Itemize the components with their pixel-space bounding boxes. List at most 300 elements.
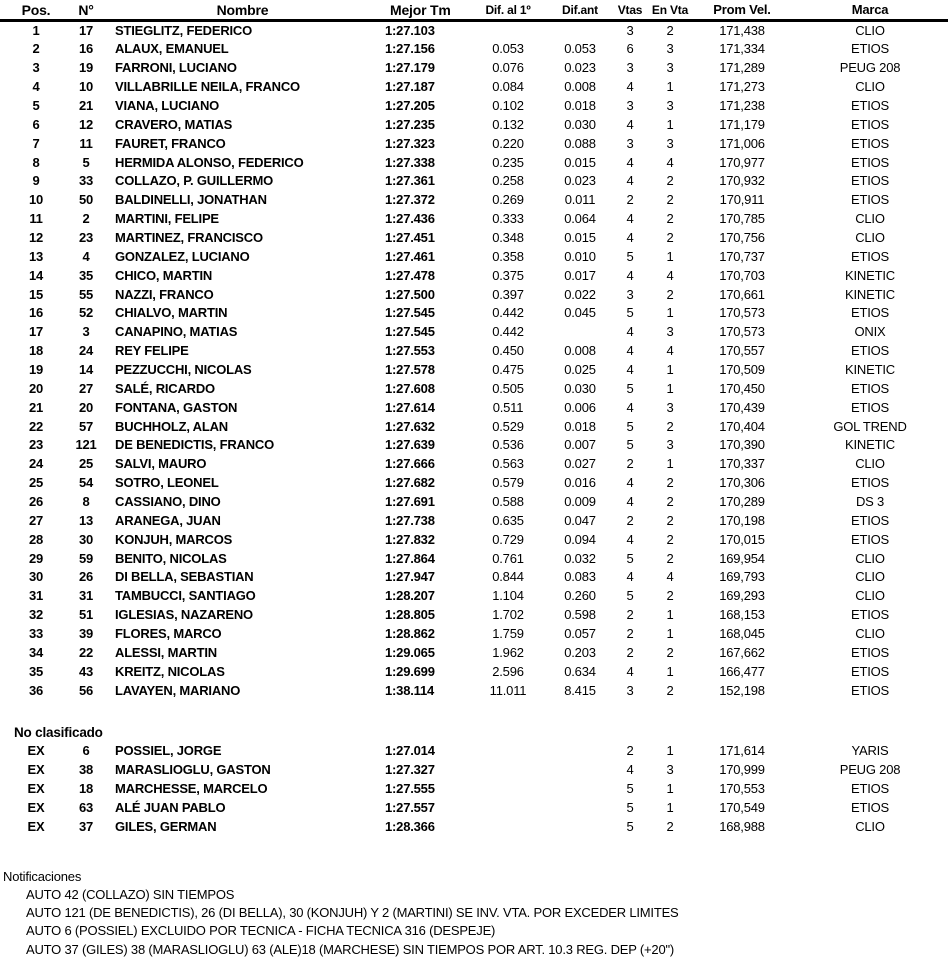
- cell-best-time: 1:27.864: [385, 550, 435, 566]
- cell-driver-name: DI BELLA, SEBASTIAN: [115, 569, 254, 585]
- notification-line: AUTO 42 (COLLAZO) SIN TIEMPOS: [26, 886, 235, 902]
- cell-on-lap: 1: [666, 248, 674, 264]
- notifications-section: [3, 868, 948, 959]
- cell-laps: 5: [626, 781, 634, 797]
- cell-position: 10: [28, 192, 44, 208]
- cell-gap-to-first: 0.348: [492, 229, 524, 245]
- cell-position: 28: [28, 531, 44, 547]
- cell-position: 19: [28, 361, 44, 377]
- cell-avg-speed: 170,015: [719, 531, 765, 547]
- cell-car-brand: CLIO: [855, 626, 885, 641]
- cell-car-brand: ETIOS: [850, 248, 889, 264]
- cell-car-number: 31: [78, 588, 94, 604]
- cell-on-lap: 2: [666, 22, 674, 38]
- cell-car-number: 18: [78, 781, 94, 797]
- cell-best-time: 1:27.179: [385, 60, 435, 76]
- cell-gap-to-prev: 0.064: [564, 211, 596, 227]
- cell-laps: 2: [626, 626, 634, 641]
- cell-best-time: 1:27.691: [385, 493, 435, 509]
- cell-avg-speed: 170,509: [719, 361, 765, 377]
- cell-gap-to-first: 0.761: [492, 550, 524, 566]
- cell-gap-to-first: 0.358: [492, 248, 524, 264]
- cell-avg-speed: 167,662: [719, 644, 765, 660]
- cell-position: 11: [29, 211, 43, 227]
- cell-gap-to-first: 0.579: [492, 475, 524, 491]
- cell-best-time: 1:27.338: [385, 154, 435, 170]
- cell-avg-speed: 171,334: [719, 41, 765, 57]
- cell-position: 9: [32, 173, 40, 189]
- cell-position: 32: [28, 607, 44, 623]
- result-row: [0, 135, 948, 154]
- cell-best-time: 1:27.436: [385, 211, 435, 227]
- cell-car-brand: KINETIC: [845, 286, 895, 302]
- cell-on-lap: 2: [666, 475, 674, 491]
- cell-best-time: 1:27.632: [385, 418, 435, 434]
- cell-car-brand: ETIOS: [850, 644, 889, 660]
- cell-avg-speed: 168,045: [719, 626, 765, 641]
- cell-gap-to-prev: [548, 818, 612, 837]
- cell-avg-speed: 170,977: [719, 154, 765, 170]
- cell-car-brand: KINETIC: [845, 437, 895, 453]
- col-header-car-number: N°: [78, 1, 94, 18]
- cell-gap-to-first: 0.053: [492, 41, 524, 57]
- cell-best-time: 1:27.451: [385, 229, 435, 245]
- cell-car-number: 3: [82, 324, 90, 340]
- cell-best-time: 1:27.545: [385, 324, 435, 340]
- result-row: [0, 625, 948, 644]
- cell-laps: 3: [626, 97, 634, 113]
- cell-gap-to-first: 0.076: [492, 60, 524, 76]
- cell-position: 6: [32, 116, 40, 132]
- cell-laps: 4: [626, 154, 634, 170]
- cell-avg-speed: 170,756: [719, 229, 765, 245]
- cell-laps: 4: [626, 361, 634, 377]
- cell-gap-to-first: 0.529: [492, 418, 524, 434]
- cell-best-time: 1:27.553: [385, 343, 435, 359]
- cell-car-brand: ETIOS: [850, 173, 889, 189]
- cell-on-lap: 2: [666, 531, 674, 547]
- cell-driver-name: LAVAYEN, MARIANO: [115, 682, 241, 698]
- cell-position: 3: [32, 60, 40, 76]
- cell-on-lap: 2: [666, 173, 674, 189]
- cell-best-time: 1:27.478: [385, 267, 435, 283]
- cell-position: 14: [28, 267, 44, 283]
- cell-car-brand: DS 3: [855, 493, 885, 509]
- cell-best-time: 1:27.738: [385, 512, 435, 528]
- result-row: [0, 191, 948, 210]
- result-row: [0, 97, 948, 116]
- cell-car-brand: CLIO: [855, 22, 885, 38]
- cell-avg-speed: 170,661: [719, 286, 765, 302]
- result-row: [0, 40, 948, 59]
- excluded-row: [0, 818, 948, 837]
- cell-car-number: 13: [78, 512, 94, 528]
- cell-best-time: 1:29.699: [385, 663, 435, 679]
- cell-gap-to-prev: 0.009: [564, 493, 596, 509]
- cell-car-number: 55: [78, 286, 94, 302]
- result-row: [0, 20, 948, 40]
- cell-on-lap: 3: [666, 324, 674, 340]
- cell-best-time: 1:27.639: [385, 437, 435, 453]
- cell-car-number: 22: [78, 644, 94, 660]
- cell-gap-to-prev: 0.015: [564, 154, 596, 170]
- cell-car-number: 57: [78, 418, 94, 434]
- cell-position: 5: [32, 97, 40, 113]
- result-row: [0, 474, 948, 493]
- cell-car-number: 121: [75, 437, 97, 453]
- cell-gap-to-prev: 0.094: [564, 531, 596, 547]
- cell-on-lap: 1: [666, 800, 674, 816]
- notifications-list: [3, 886, 948, 959]
- cell-car-number: 27: [78, 380, 94, 396]
- cell-driver-name: ALESSI, MARTIN: [115, 644, 217, 660]
- cell-on-lap: 2: [666, 493, 674, 509]
- cell-car-brand: CLIO: [855, 818, 885, 834]
- cell-driver-name: BALDINELLI, JONATHAN: [115, 192, 267, 208]
- cell-avg-speed: 168,988: [719, 818, 765, 834]
- cell-best-time: 1:28.805: [385, 607, 435, 623]
- cell-avg-speed: 170,911: [719, 192, 765, 208]
- cell-car-brand: ETIOS: [850, 305, 889, 321]
- cell-driver-name: SALVI, MAURO: [115, 456, 207, 472]
- cell-position: 23: [28, 437, 44, 453]
- cell-laps: 2: [626, 743, 634, 759]
- result-row: [0, 172, 948, 191]
- cell-car-brand: CLIO: [855, 456, 885, 472]
- cell-laps: 4: [626, 475, 634, 491]
- cell-driver-name: MARASLIOGLU, GASTON: [115, 762, 271, 778]
- cell-driver-name: SALÉ, RICARDO: [115, 380, 215, 396]
- cell-car-number: 35: [78, 267, 94, 283]
- cell-gap-to-first: 0.588: [492, 493, 524, 509]
- cell-gap-to-prev: 0.008: [564, 343, 596, 359]
- cell-best-time: 1:27.666: [385, 456, 435, 472]
- cell-driver-name: ALÉ JUAN PABLO: [115, 800, 226, 816]
- cell-position: 21: [28, 399, 44, 415]
- cell-avg-speed: 170,404: [719, 418, 765, 434]
- cell-avg-speed: 170,306: [719, 475, 765, 491]
- cell-gap-to-first: 0.084: [492, 79, 524, 95]
- cell-laps: 4: [626, 211, 634, 227]
- cell-avg-speed: 170,337: [719, 456, 765, 472]
- cell-gap-to-first: 0.269: [492, 192, 524, 208]
- cell-gap-to-first: 0.333: [492, 211, 524, 227]
- cell-avg-speed: 171,006: [719, 135, 765, 151]
- cell-avg-speed: 171,289: [719, 60, 765, 76]
- cell-on-lap: 4: [666, 343, 674, 359]
- cell-laps: 4: [626, 267, 634, 283]
- cell-on-lap: 1: [666, 626, 674, 641]
- notifications-title: Notificaciones: [3, 868, 82, 884]
- cell-avg-speed: 170,289: [719, 493, 765, 509]
- cell-best-time: 1:27.555: [385, 781, 435, 797]
- cell-driver-name: KONJUH, MARCOS: [115, 531, 233, 547]
- cell-car-number: 63: [78, 800, 94, 816]
- cell-gap-to-prev: 0.018: [564, 97, 596, 113]
- cell-avg-speed: 171,238: [719, 97, 765, 113]
- cell-driver-name: PEZZUCCHI, NICOLAS: [115, 361, 252, 377]
- result-row: [0, 78, 948, 97]
- cell-position: 2: [32, 41, 40, 57]
- cell-gap-to-first: 0.132: [492, 116, 524, 132]
- cell-car-number: 25: [78, 456, 94, 472]
- cell-gap-to-first: 0.220: [492, 135, 524, 151]
- cell-gap-to-first: 0.475: [492, 361, 524, 377]
- cell-car-brand: KINETIC: [845, 267, 895, 283]
- cell-on-lap: 4: [666, 154, 674, 170]
- result-row: [0, 568, 948, 587]
- result-row: [0, 550, 948, 569]
- cell-car-brand: ETIOS: [850, 399, 889, 415]
- cell-laps: 5: [626, 818, 634, 834]
- cell-laps: 4: [626, 173, 634, 189]
- cell-position: EX: [27, 762, 45, 778]
- cell-laps: 3: [626, 286, 634, 302]
- cell-car-brand: CLIO: [855, 569, 885, 585]
- cell-driver-name: FARRONI, LUCIANO: [115, 60, 237, 76]
- cell-car-number: 16: [78, 41, 94, 57]
- cell-laps: 4: [626, 493, 634, 509]
- cell-laps: 5: [626, 418, 634, 434]
- cell-car-brand: PEUG 208: [839, 762, 901, 778]
- cell-driver-name: MARTINEZ, FRANCISCO: [115, 229, 263, 245]
- excluded-row: [0, 780, 948, 799]
- cell-laps: 4: [626, 663, 634, 679]
- cell-laps: 5: [626, 550, 634, 566]
- cell-best-time: 1:27.372: [385, 192, 435, 208]
- cell-best-time: 1:38.114: [385, 682, 435, 698]
- cell-car-brand: CLIO: [855, 588, 885, 604]
- cell-avg-speed: 170,557: [719, 343, 765, 359]
- cell-gap-to-prev: 0.598: [564, 607, 596, 623]
- cell-laps: 5: [626, 380, 634, 396]
- cell-car-number: 37: [78, 818, 94, 834]
- col-header-position: Pos.: [21, 1, 51, 18]
- cell-avg-speed: 170,450: [719, 380, 765, 396]
- cell-gap-to-prev: [548, 780, 612, 799]
- cell-avg-speed: 171,438: [719, 22, 765, 38]
- cell-car-brand: ETIOS: [850, 781, 889, 797]
- cell-car-brand: ETIOS: [850, 800, 889, 816]
- cell-avg-speed: 170,198: [719, 512, 765, 528]
- cell-avg-speed: 169,954: [719, 550, 765, 566]
- cell-driver-name: TAMBUCCI, SANTIAGO: [115, 588, 256, 604]
- cell-avg-speed: 166,477: [719, 663, 765, 679]
- notification-line: AUTO 121 (DE BENEDICTIS), 26 (DI BELLA), 30 (KONJUH) Y 2 (MARTINI) SE INV. VTA. POR EXCEDER LIMITES: [26, 905, 679, 921]
- cell-gap-to-prev: 0.203: [564, 644, 596, 660]
- cell-laps: 5: [626, 437, 634, 453]
- cell-laps: 5: [626, 800, 634, 816]
- cell-driver-name: NAZZI, FRANCO: [115, 286, 214, 302]
- cell-position: EX: [27, 818, 45, 834]
- cell-best-time: 1:27.327: [385, 762, 435, 778]
- cell-best-time: 1:27.500: [385, 286, 435, 302]
- notification-line: AUTO 6 (POSSIEL) EXCLUIDO POR TECNICA - FICHA TECNICA 316 (DESPEJE): [26, 923, 496, 939]
- cell-gap-to-first: [468, 20, 548, 40]
- cell-gap-to-prev: 0.634: [564, 663, 596, 679]
- cell-gap-to-prev: 0.023: [564, 173, 596, 189]
- cell-car-brand: ETIOS: [850, 154, 889, 170]
- cell-gap-to-first: 0.442: [492, 305, 524, 321]
- col-header-driver-name: Nombre: [216, 1, 269, 18]
- cell-best-time: 1:27.103: [385, 22, 435, 38]
- col-header-car-brand: Marca: [851, 2, 889, 18]
- cell-gap-to-prev: 0.047: [564, 512, 596, 528]
- result-row: [0, 267, 948, 286]
- cell-gap-to-first: 0.511: [492, 399, 524, 415]
- cell-on-lap: 1: [666, 743, 674, 759]
- result-row: [0, 436, 948, 455]
- cell-gap-to-prev: 0.017: [564, 267, 596, 283]
- cell-position: 24: [28, 456, 44, 472]
- cell-laps: 3: [626, 22, 634, 38]
- cell-position: 12: [28, 229, 44, 245]
- cell-on-lap: 1: [666, 456, 674, 472]
- cell-car-number: 43: [78, 663, 94, 679]
- cell-laps: 5: [626, 588, 634, 604]
- cell-laps: 5: [626, 305, 634, 321]
- cell-car-number: 8: [82, 493, 90, 509]
- cell-gap-to-prev: [548, 323, 612, 342]
- cell-gap-to-first: 0.375: [492, 267, 524, 283]
- cell-gap-to-prev: 0.045: [564, 305, 596, 321]
- cell-car-number: 4: [82, 248, 90, 264]
- result-row: [0, 248, 948, 267]
- cell-gap-to-first: 0.505: [492, 380, 524, 396]
- cell-car-number: 19: [78, 60, 94, 76]
- cell-car-brand: ETIOS: [850, 607, 889, 623]
- result-row: [0, 154, 948, 173]
- cell-on-lap: 2: [666, 818, 674, 834]
- cell-best-time: 1:27.361: [385, 173, 435, 189]
- cell-gap-to-prev: 0.007: [564, 437, 596, 453]
- cell-laps: 4: [626, 343, 634, 359]
- cell-on-lap: 1: [666, 79, 674, 95]
- cell-on-lap: 2: [666, 286, 674, 302]
- cell-car-number: 12: [78, 116, 94, 132]
- cell-gap-to-prev: [548, 761, 612, 780]
- result-row: [0, 644, 948, 663]
- cell-car-number: 11: [79, 135, 93, 151]
- cell-gap-to-prev: 0.027: [564, 456, 596, 472]
- result-row: [0, 531, 948, 550]
- cell-gap-to-first: 0.844: [492, 569, 524, 585]
- cell-avg-speed: 168,153: [719, 607, 765, 623]
- cell-driver-name: POSSIEL, JORGE: [115, 743, 222, 759]
- cell-car-brand: KINETIC: [845, 361, 895, 377]
- cell-car-brand: ETIOS: [850, 97, 889, 113]
- cell-position: 15: [28, 286, 44, 302]
- cell-driver-name: DE BENEDICTIS, FRANCO: [115, 437, 275, 453]
- cell-gap-to-prev: 8.415: [564, 682, 596, 698]
- cell-gap-to-prev: [548, 799, 612, 818]
- cell-gap-to-first: [468, 818, 548, 837]
- cell-avg-speed: 169,793: [719, 569, 765, 585]
- cell-gap-to-prev: 0.030: [564, 116, 596, 132]
- cell-avg-speed: 170,703: [719, 267, 765, 283]
- cell-car-brand: ETIOS: [850, 380, 889, 396]
- cell-car-brand: CLIO: [855, 550, 885, 566]
- cell-car-number: 56: [78, 682, 94, 698]
- cell-gap-to-first: [468, 799, 548, 818]
- cell-position: 25: [28, 475, 44, 491]
- cell-driver-name: BENITO, NICOLAS: [115, 550, 227, 566]
- cell-gap-to-first: 1.962: [492, 644, 524, 660]
- cell-position: 22: [28, 418, 44, 434]
- cell-gap-to-prev: [548, 20, 612, 40]
- cell-gap-to-first: 11.011: [489, 682, 527, 698]
- cell-best-time: 1:27.205: [385, 97, 435, 113]
- cell-driver-name: VIANA, LUCIANO: [115, 97, 220, 113]
- cell-gap-to-prev: 0.022: [564, 286, 596, 302]
- cell-best-time: 1:29.065: [385, 644, 435, 660]
- col-header-avg-speed: Prom Vel.: [713, 2, 771, 18]
- cell-best-time: 1:27.156: [385, 41, 435, 57]
- cell-position: 18: [28, 343, 44, 359]
- cell-avg-speed: 171,179: [719, 116, 765, 132]
- cell-gap-to-first: 1.104: [492, 588, 524, 604]
- cell-on-lap: 1: [666, 361, 674, 377]
- col-header-laps: Vtas: [617, 2, 643, 17]
- excluded-row: [0, 799, 948, 818]
- cell-car-number: 20: [78, 399, 94, 415]
- cell-laps: 3: [626, 682, 634, 698]
- excluded-row: [0, 761, 948, 780]
- result-row: [0, 229, 948, 248]
- header-row: [0, 1, 948, 20]
- result-row: [0, 361, 948, 380]
- cell-avg-speed: 152,198: [719, 682, 765, 698]
- excluded-row: [0, 742, 948, 761]
- cell-laps: 6: [626, 41, 634, 57]
- cell-best-time: 1:27.557: [385, 800, 435, 816]
- cell-gap-to-first: 0.729: [492, 531, 524, 547]
- result-row: [0, 210, 948, 229]
- cell-laps: 4: [626, 399, 634, 415]
- cell-driver-name: HERMIDA ALONSO, FEDERICO: [115, 154, 304, 170]
- cell-on-lap: 4: [666, 267, 674, 283]
- cell-on-lap: 3: [666, 437, 674, 453]
- cell-car-brand: ETIOS: [850, 531, 889, 547]
- cell-position: 34: [28, 644, 44, 660]
- cell-car-number: 52: [78, 305, 94, 321]
- cell-gap-to-first: 0.397: [492, 286, 524, 302]
- col-header-gap-to-first: Dif. al 1º: [485, 2, 531, 17]
- cell-position: EX: [27, 743, 45, 759]
- cell-car-brand: GOL TREND: [833, 418, 907, 434]
- cell-driver-name: KREITZ, NICOLAS: [115, 663, 225, 679]
- cell-driver-name: ARANEGA, JUAN: [115, 512, 221, 528]
- cell-on-lap: 2: [666, 588, 674, 604]
- cell-gap-to-prev: 0.260: [564, 588, 596, 604]
- cell-best-time: 1:27.545: [385, 305, 435, 321]
- cell-laps: 4: [626, 569, 634, 585]
- cell-gap-to-prev: 0.006: [564, 399, 596, 415]
- result-row: [0, 587, 948, 606]
- cell-driver-name: FAURET, FRANCO: [115, 135, 226, 151]
- cell-car-brand: CLIO: [855, 229, 885, 245]
- cell-avg-speed: 171,614: [719, 743, 765, 759]
- cell-car-brand: ETIOS: [850, 512, 889, 528]
- result-row: [0, 323, 948, 342]
- cell-car-brand: ETIOS: [850, 343, 889, 359]
- result-row: [0, 399, 948, 418]
- cell-on-lap: 2: [666, 512, 674, 528]
- cell-car-number: 24: [78, 343, 94, 359]
- cell-on-lap: 3: [666, 399, 674, 415]
- cell-position: 33: [28, 626, 44, 641]
- cell-gap-to-first: 0.536: [492, 437, 524, 453]
